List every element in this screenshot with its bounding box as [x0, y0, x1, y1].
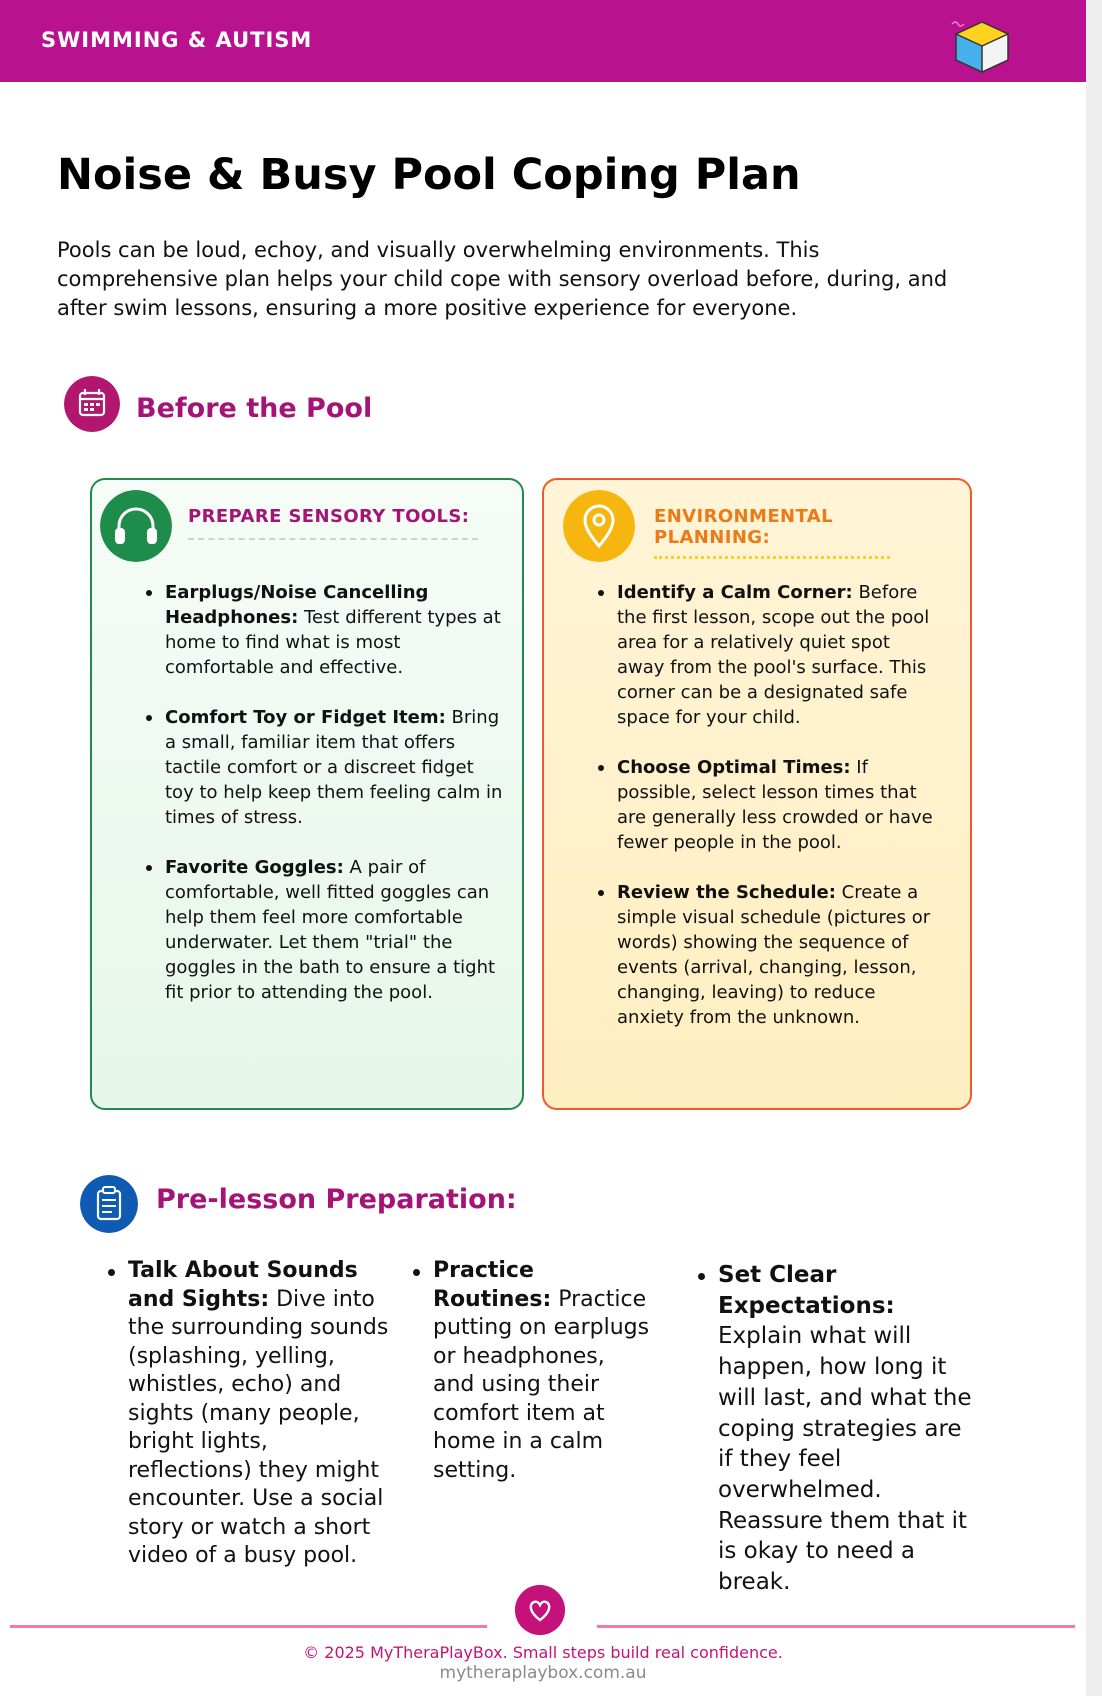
environmental-planning-list: [617, 580, 937, 1055]
calendar-icon: [64, 376, 120, 432]
card-heading-prepare-sensory-tools: PREPARE SENSORY TOOLS:: [188, 506, 470, 527]
sensory-tools-list: [165, 580, 505, 1030]
page-title: Noise & Busy Pool Coping Plan: [57, 150, 801, 200]
list-item: Favorite Goggles: A pair of comfortable, well fitted goggles can help them feel more comfortable underwater. Let them "trial" the goggles in the bath to ensure a tight fit prior to attending the pool.: [165, 855, 505, 1005]
location-pin-icon: [563, 490, 635, 562]
section-title-pre-lesson: Pre-lesson Preparation:: [156, 1184, 517, 1215]
list-item: Practice Routines: Practice putting on earplugs or headphones, and using their comfort item at home in a calm setting.: [433, 1257, 653, 1485]
list-item: Set Clear Expectations: Explain what will happen, how long it will last, and what the coping strategies are if they feel overwhelmed. Reassure them that it is okay to need a break.: [718, 1260, 978, 1598]
list-item: Earplugs/Noise Cancelling Headphones: Test different types at home to find what is most comfortable and effective.: [165, 580, 505, 680]
header-title: SWIMMING & AUTISM: [41, 28, 313, 52]
list-item: Choose Optimal Times: If possible, select lesson times that are generally less crowded or have fewer people in the pool.: [617, 755, 937, 855]
footer-divider-left: [10, 1625, 487, 1628]
list-item: Talk About Sounds and Sights: Dive into the surrounding sounds (splashing, yelling, whistles, echo) and sights (many people, bright lights, reflections) they might encounter. Use a social story or watch a short video of a busy pool.: [128, 1257, 398, 1571]
footer-divider-right: [597, 1625, 1075, 1628]
card-heading-environmental-planning: ENVIRONMENTAL PLANNING:: [654, 506, 833, 548]
heart-icon: [515, 1585, 565, 1635]
heading-divider: [188, 538, 478, 540]
header-bar: [0, 0, 1086, 82]
footer-copyright: © 2025 MyTheraPlayBox. Small steps build real confidence.: [303, 1643, 783, 1662]
prep-column-3: [718, 1260, 978, 1598]
prep-column-2: [433, 1257, 653, 1485]
prep-column-1: [128, 1257, 398, 1571]
section-title-before-pool: Before the Pool: [136, 393, 373, 424]
heading-divider: [654, 556, 890, 559]
list-item: Review the Schedule: Create a simple visual schedule (pictures or words) showing the sequence of events (arrival, changing, lesson, changing, leaving) to reduce anxiety from the unknown.: [617, 880, 937, 1030]
intro-paragraph: Pools can be loud, echoy, and visually overwhelming environments. This comprehensive plan helps your child cope with sensory overload before, during, and after swim lessons, ensuring a more positive experience for everyone.: [57, 238, 948, 320]
list-item: Identify a Calm Corner: Before the first lesson, scope out the pool area for a relatively quiet spot away from the pool's surface. This corner can be a designated safe space for your child.: [617, 580, 937, 730]
clipboard-icon: [80, 1175, 138, 1233]
colored-cube-logo: [950, 18, 1014, 74]
headphones-icon: [100, 490, 172, 562]
footer-website: mytheraplaybox.com.au: [439, 1663, 647, 1683]
list-item: Comfort Toy or Fidget Item: Bring a small, familiar item that offers tactile comfort or a discreet fidget toy to help keep them feeling calm in times of stress.: [165, 705, 505, 830]
